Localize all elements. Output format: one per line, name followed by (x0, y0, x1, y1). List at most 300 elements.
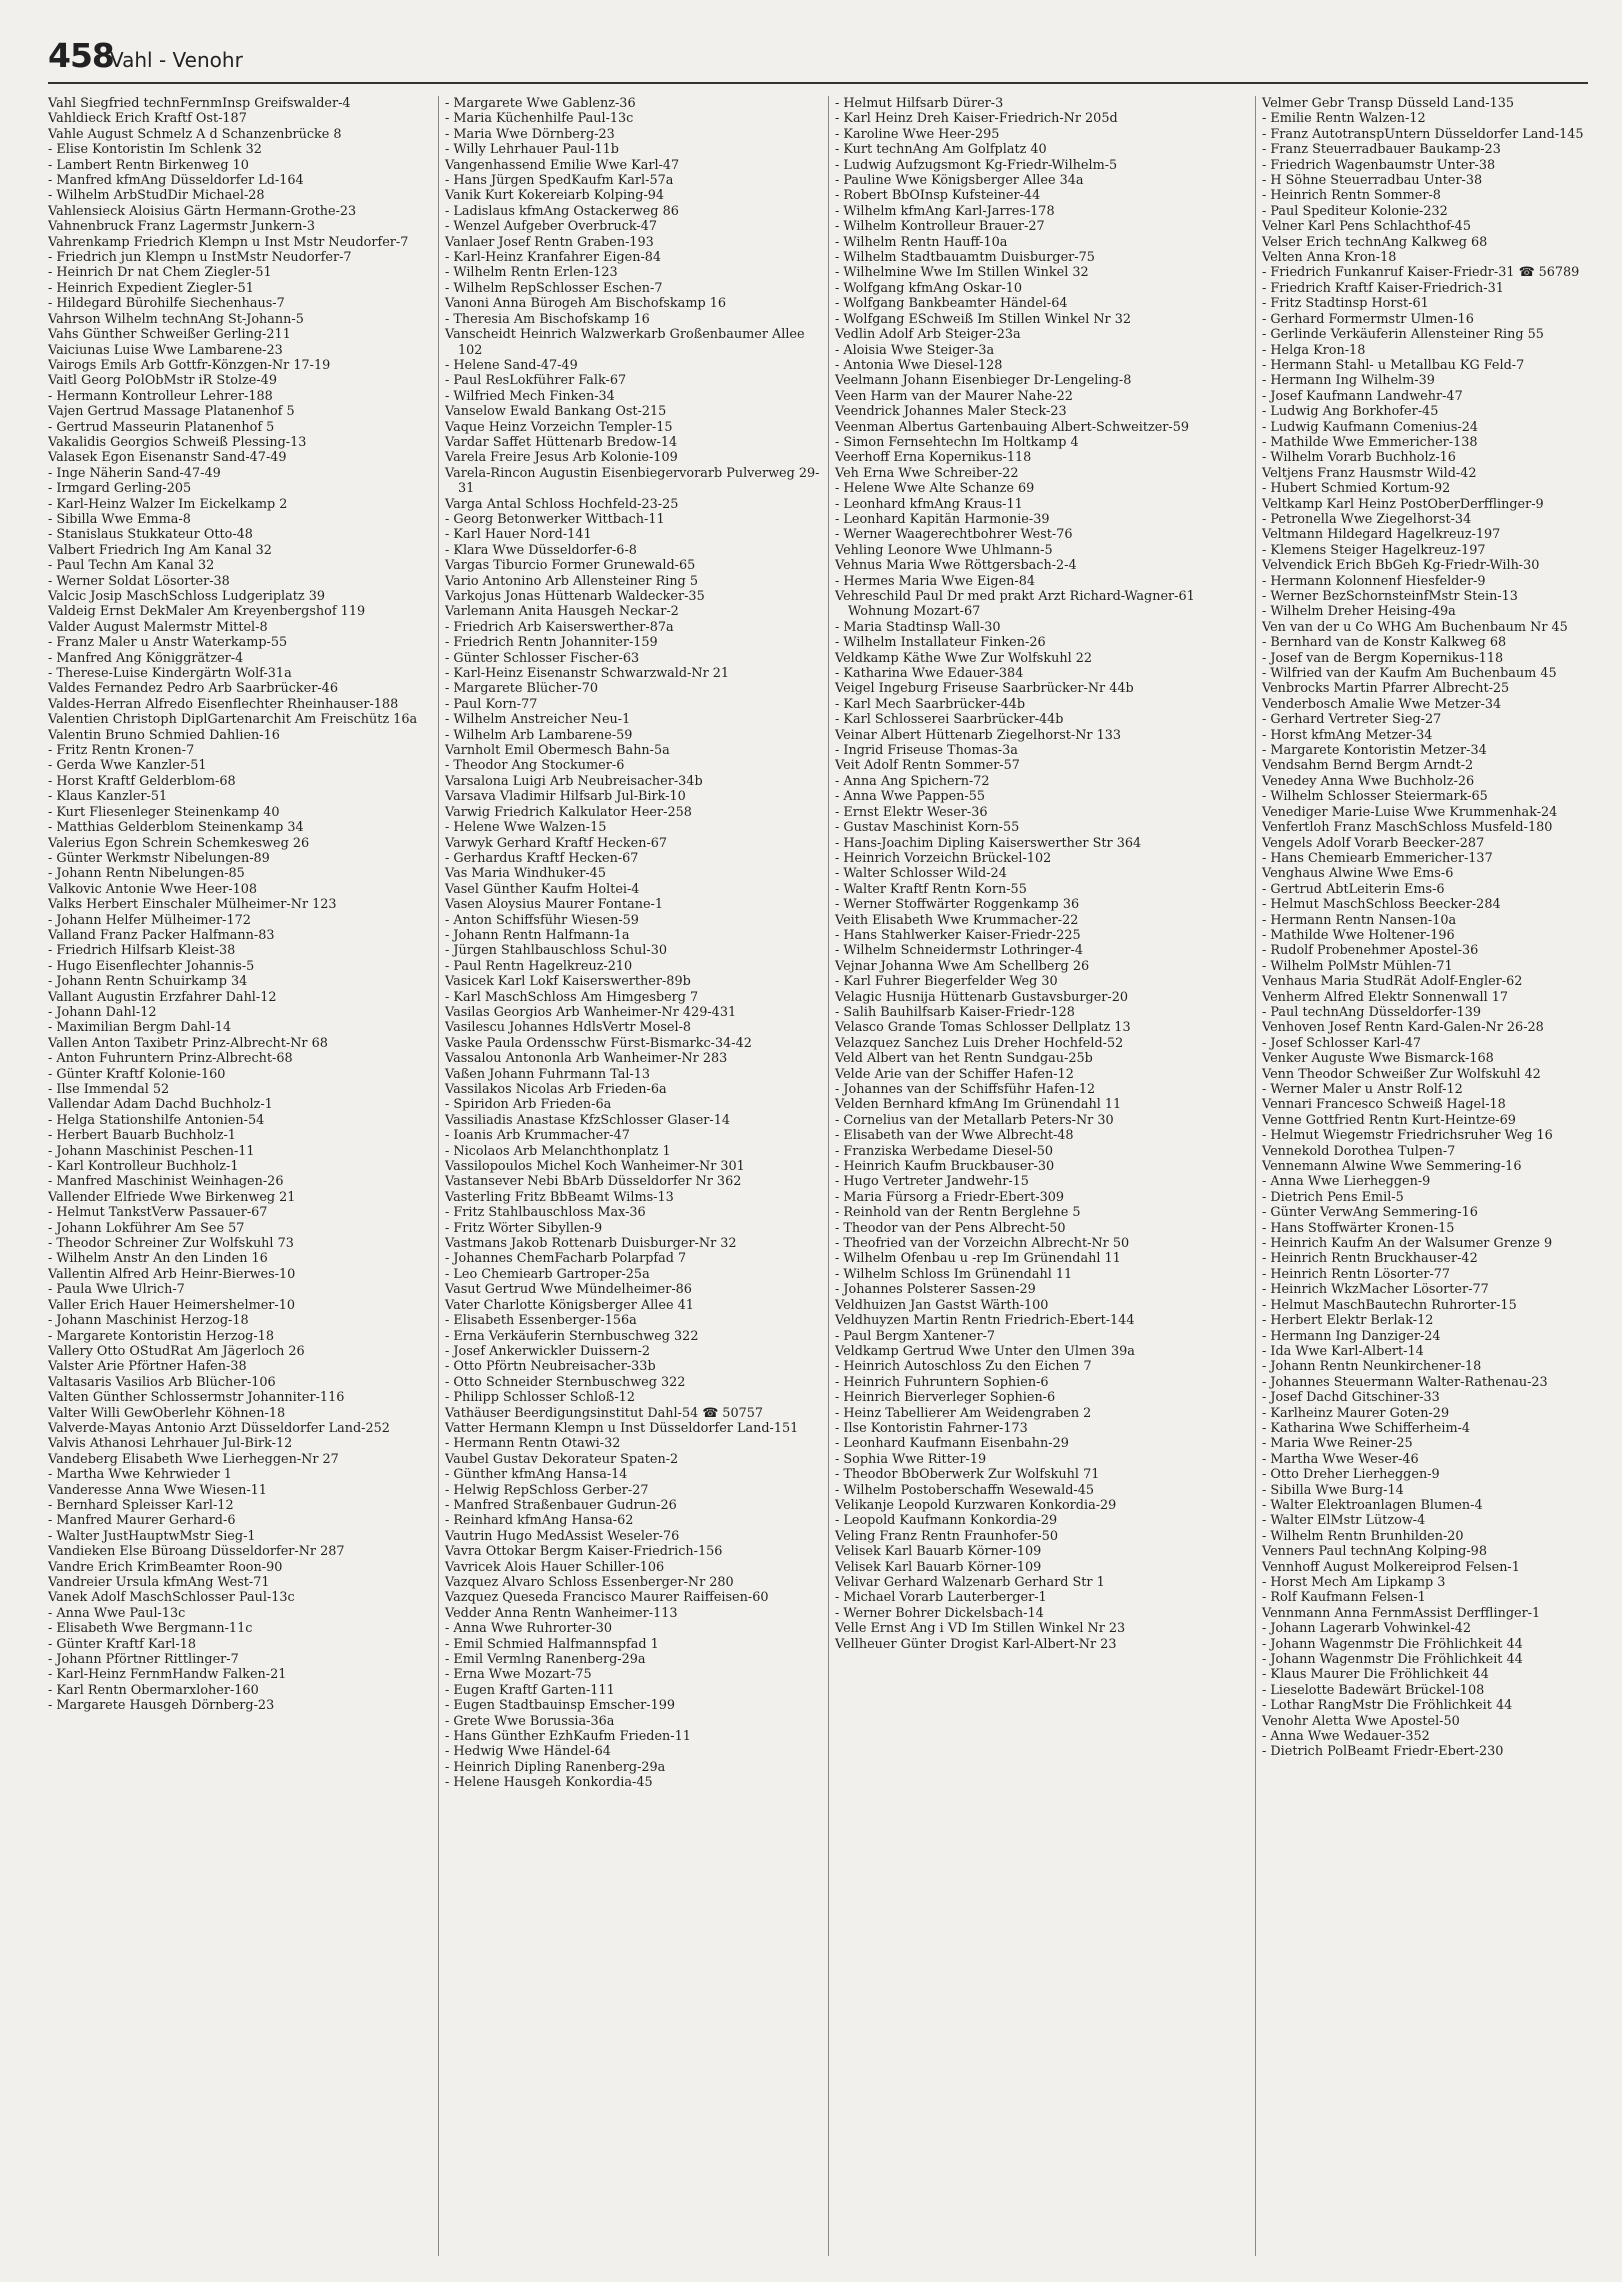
directory-entry: Vasel Günther Kaufm Holtei-4 (445, 881, 640, 897)
directory-entry: - Georg Betonwerker Wittbach-11 (445, 511, 665, 527)
directory-entry: Vallender Elfriede Wwe Birkenweg 21 (48, 1189, 296, 1205)
directory-entry: - Ludwig Ang Borkhofer-45 (1262, 404, 1439, 420)
directory-entry: - Bernhard van de Konstr Kalkweg 68 (1262, 635, 1507, 651)
directory-entry: Vehreschild Paul Dr med prakt Arzt Richard-Wagner-61 Wohnung Mozart-67 (835, 589, 1195, 620)
directory-entry: - Günter Kraftf Karl-18 (48, 1636, 196, 1652)
directory-entry: - Horst Mech Am Lipkamp 3 (1262, 1575, 1446, 1590)
directory-entry: - Gertrud Masseurin Platanenhof 5 (48, 419, 275, 435)
directory-entry: Velikanje Leopold Kurzwaren Konkordia-29 (835, 1497, 1117, 1513)
directory-entry: Vavra Ottokar Bergm Kaiser-Friedrich-156 (445, 1544, 723, 1560)
directory-entry: - Salih Bauhilfsarb Kaiser-Friedr-128 (835, 1004, 1075, 1020)
directory-entry: Vajen Gertrud Massage Platanenhof 5 (48, 404, 295, 420)
directory-entry: Vario Antonino Arb Allensteiner Ring 5 (445, 573, 698, 589)
directory-entry: Vanoni Anna Bürogeh Am Bischofskamp 16 (445, 296, 726, 312)
directory-entry: - Wilfried Mech Finken-34 (445, 388, 615, 404)
directory-entry: - Günter VerwAng Semmering-16 (1262, 1205, 1478, 1221)
directory-entry: - Fritz Rentn Kronen-7 (48, 743, 195, 759)
directory-entry: Veit Adolf Rentn Sommer-57 (835, 758, 1020, 774)
directory-entry: - Margarete Wwe Gablenz-36 (445, 96, 636, 111)
directory-entry: - Wilhelm Schloss Im Grünendahl 11 (835, 1266, 1073, 1282)
directory-entry: - Heinrich Vorzeichn Brückel-102 (835, 850, 1052, 866)
directory-entry: - Wilhelm PolMstr Mühlen-71 (1262, 958, 1453, 974)
directory-entry: Veling Franz Rentn Fraunhofer-50 (835, 1528, 1058, 1544)
directory-entry: - Klaus Kanzler-51 (48, 789, 168, 805)
directory-columns (48, 96, 1593, 2256)
directory-entry: - Klemens Steiger Hagelkreuz-197 (1262, 542, 1486, 558)
directory-entry: - Walter Kraftf Rentn Korn-55 (835, 881, 1027, 897)
directory-entry: - Petronella Wwe Ziegelhorst-34 (1262, 511, 1472, 527)
directory-entry: - Lieselotte Badewärt Brückel-108 (1262, 1682, 1485, 1698)
directory-entry: - Leopold Kaufmann Konkordia-29 (835, 1513, 1058, 1529)
directory-entry: Valbert Friedrich Ing Am Kanal 32 (48, 542, 272, 558)
directory-entry: Vasen Aloysius Maurer Fontane-1 (445, 897, 663, 913)
directory-entry: Vennmann Anna FernmAssist Derfflinger-1 (1262, 1605, 1541, 1621)
directory-entry: Vakalidis Georgios Schweiß Plessing-13 (48, 434, 307, 450)
directory-entry: - Wilhelm Vorarb Buchholz-16 (1262, 450, 1456, 466)
directory-entry: - Gerlinde Verkäuferin Allensteiner Ring 55 (1262, 327, 1544, 343)
directory-entry: - Wilhelm Stadtbauamtm Duisburger-75 (835, 250, 1095, 266)
directory-entry: Valerius Egon Schrein Schemkesweg 26 (48, 835, 310, 851)
directory-entry: - Eugen Kraftf Garten-111 (445, 1682, 615, 1698)
directory-entry: Vallant Augustin Erzfahrer Dahl-12 (48, 989, 277, 1005)
directory-entry: - Kurt Fliesenleger Steinenkamp 40 (48, 804, 280, 820)
directory-entry: - Walter ElMstr Lützow-4 (1262, 1513, 1426, 1529)
directory-entry: Vennemann Alwine Wwe Semmering-16 (1262, 1159, 1522, 1175)
directory-entry: - Elisabeth Essenberger-156a (445, 1313, 637, 1329)
directory-entry: - Theresia Am Bischofskamp 16 (445, 311, 650, 327)
directory-entry: Vahldieck Erich Kraftf Ost-187 (48, 111, 247, 127)
directory-entry: - Wilhelm Installateur Finken-26 (835, 635, 1046, 651)
directory-entry: - Leo Chemiearb Gartroper-25a (445, 1266, 650, 1282)
directory-entry: - Klara Wwe Düsseldorfer-6-8 (445, 542, 637, 558)
directory-entry: - Hugo Eisenflechter Johannis-5 (48, 958, 255, 974)
directory-entry: Varga Antal Schloss Hochfeld-23-25 (445, 496, 679, 512)
directory-entry: Venhaus Maria StudRät Adolf-Engler-62 (1262, 974, 1523, 990)
directory-entry: - Günter Werkmstr Nibelungen-89 (48, 850, 270, 866)
directory-entry: - Kurt technAng Am Golfplatz 40 (835, 142, 1047, 158)
directory-entry: Vanselow Ewald Bankang Ost-215 (445, 404, 667, 420)
directory-entry: - Maria Stadtinsp Wall-30 (835, 619, 1001, 635)
directory-entry: Veen Harm van der Maurer Nahe-22 (835, 388, 1073, 404)
directory-entry: Venohr Aletta Wwe Apostel-50 (1262, 1713, 1460, 1729)
directory-entry: - Katharina Wwe Schifferheim-4 (1262, 1420, 1471, 1436)
directory-entry: Venderbosch Amalie Wwe Metzer-34 (1262, 696, 1502, 712)
directory-entry: - Emil Schmied Halfmannspfad 1 (445, 1636, 659, 1652)
directory-entry: - Friedrich Rentn Johanniter-159 (445, 635, 658, 651)
directory-entry: - Emilie Rentn Walzen-12 (1262, 111, 1426, 127)
directory-entry: Veltmann Hildegard Hagelkreuz-197 (1262, 527, 1501, 543)
directory-entry: - Helmut MaschSchloss Beecker-284 (1262, 897, 1501, 913)
directory-entry: Venedey Anna Wwe Buchholz-26 (1262, 773, 1475, 789)
directory-entry: Vardar Saffet Hüttenarb Bredow-14 (445, 434, 678, 450)
directory-entry: - Franziska Werbedame Diesel-50 (835, 1143, 1054, 1159)
directory-entry: Valkovic Antonie Wwe Heer-108 (48, 881, 258, 897)
directory-entry: - Reinhold van der Rentn Berglehne 5 (835, 1205, 1081, 1221)
directory-entry: - Herbert Elektr Berlak-12 (1262, 1313, 1434, 1329)
directory-entry: - Helene Wwe Walzen-15 (445, 820, 607, 836)
directory-entry: Vaske Paula Ordensschw Fürst-Bismarkc-34-42 (445, 1035, 752, 1051)
directory-entry: - Helmut Wiegemstr Friedrichsruher Weg 16 (1262, 1128, 1553, 1144)
directory-entry: Vasicek Karl Lokf Kaiserswerther-89b (445, 974, 691, 990)
directory-entry: - Theodor Ang Stockumer-6 (445, 758, 625, 774)
directory-entry: - Hans Stahlwerker Kaiser-Friedr-225 (835, 927, 1081, 943)
directory-entry: Vallery Otto OStudRat Am Jägerloch 26 (48, 1343, 305, 1359)
directory-entry: - Wilhelm Anstr An den Linden 16 (48, 1251, 268, 1267)
directory-entry: - Ludwig Aufzugsmont Kg-Friedr-Wilhelm-5 (835, 157, 1118, 173)
directory-entry: Vazquez Queseda Francisco Maurer Raiffeisen-60 (445, 1590, 769, 1606)
directory-entry: - Hermann Rentn Otawi-32 (445, 1436, 621, 1452)
directory-entry: - Paula Wwe Ulrich-7 (48, 1282, 185, 1298)
directory-entry: Venfertloh Franz MaschSchloss Musfeld-180 (1262, 820, 1553, 836)
directory-entry: Vanderesse Anna Wwe Wiesen-11 (48, 1482, 267, 1498)
directory-entry: - Paul ResLokführer Falk-67 (445, 373, 627, 389)
directory-entry: Varela Freire Jesus Arb Kolonie-109 (445, 450, 678, 466)
directory-entry: - Wenzel Aufgeber Overbruck-47 (445, 219, 657, 235)
directory-entry: - Heinrich Dipling Ranenberg-29a (445, 1759, 666, 1775)
directory-entry: Venners Paul technAng Kolping-98 (1262, 1544, 1487, 1560)
directory-entry: Veerhoff Erna Kopernikus-118 (835, 450, 1032, 466)
directory-entry: - Anna Wwe Paul-13c (48, 1605, 186, 1621)
directory-entry: - Helmut Hilfsarb Dürer-3 (835, 96, 1004, 111)
directory-entry: - Heinrich Rentn Bruckhauser-42 (1262, 1251, 1478, 1267)
directory-entry: - Hans Günther EzhKaufm Frieden-11 (445, 1729, 691, 1745)
directory-entry: - Mathilde Wwe Emmericher-138 (1262, 434, 1478, 450)
directory-entry: - Werner Stoffwärter Roggenkamp 36 (835, 897, 1080, 913)
directory-entry: - Margarete Blücher-70 (445, 681, 598, 697)
directory-entry: Vehnus Maria Wwe Röttgersbach-2-4 (835, 558, 1077, 574)
page-number: 458 (48, 36, 114, 75)
directory-entry: - Aloisia Wwe Steiger-3a (835, 342, 995, 358)
directory-entry: Vahl Siegfried technFernmInsp Greifswalder-4 (48, 96, 351, 111)
directory-entry: Vangenhassend Emilie Wwe Karl-47 (445, 157, 680, 173)
directory-entry: - Cornelius van der Metallarb Peters-Nr 30 (835, 1112, 1114, 1128)
directory-entry: Vahs Günther Schweißer Gerling-211 (48, 327, 291, 343)
directory-entry: - Karl Schlosserei Saarbrücker-44b (835, 712, 1064, 728)
directory-entry: Vastmans Jakob Rottenarb Duisburger-Nr 32 (445, 1236, 737, 1252)
directory-entry: - Karl Hauer Nord-141 (445, 527, 592, 543)
directory-entry: - Horst kfmAng Metzer-34 (1262, 727, 1433, 743)
directory-entry: - Karl-Heinz Eisenanstr Schwarzwald-Nr 21 (445, 666, 730, 682)
directory-entry: - Werner BezSchornsteinfMstr Stein-13 (1262, 589, 1518, 604)
directory-entry: Velisek Karl Bauarb Körner-109 (835, 1544, 1042, 1560)
directory-entry: Valten Günther Schlossermstr Johanniter-116 (48, 1390, 345, 1406)
directory-entry: - Philipp Schlosser Schloß-12 (445, 1390, 635, 1406)
directory-entry: Vaßen Johann Fuhrmann Tal-13 (445, 1066, 651, 1082)
directory-entry: Valasek Egon Eisenanstr Sand-47-49 (48, 450, 287, 466)
directory-entry: Valdeig Ernst DekMaler Am Kreyenbergshof 119 (48, 604, 366, 620)
directory-entry: Valler Erich Hauer Heimershelmer-10 (48, 1297, 296, 1313)
directory-entry: - Karoline Wwe Heer-295 (835, 126, 1000, 142)
directory-entry: - Friedrich Funkanruf Kaiser-Friedr-31 ☎ 56789 (1262, 265, 1580, 281)
directory-entry: Valcic Josip MaschSchloss Ludgeriplatz 39 (48, 589, 325, 604)
directory-entry: - Hildegard Bürohilfe Siechenhaus-7 (48, 296, 285, 312)
directory-entry: Veh Erna Wwe Schreiber-22 (835, 465, 1019, 481)
directory-entry: - Maria Wwe Reiner-25 (1262, 1436, 1413, 1452)
directory-entry: Velivar Gerhard Walzenarb Gerhard Str 1 (835, 1575, 1105, 1590)
directory-entry: - Wilhelm Rentn Erlen-123 (445, 265, 618, 281)
directory-entry: Velden Bernhard kfmAng Im Grünendahl 11 (835, 1097, 1122, 1113)
directory-entry: - Wilhelm Ofenbau u -rep Im Grünendahl 11 (835, 1251, 1121, 1267)
directory-entry: - Walter JustHauptwMstr Sieg-1 (48, 1528, 256, 1544)
directory-entry: Valverde-Mayas Antonio Arzt Düsseldorfer Land-252 (48, 1420, 390, 1436)
directory-entry: - Fritz Stahlbauschloss Max-36 (445, 1205, 646, 1221)
directory-entry: Vendsahm Bernd Bergm Arndt-2 (1262, 758, 1474, 774)
directory-entry: - Josef Kaufmann Landwehr-47 (1262, 388, 1463, 404)
directory-entry: - Werner Waagerechtbohrer West-76 (835, 527, 1073, 543)
directory-entry: - Hermann Kontrolleur Lehrer-188 (48, 388, 273, 404)
directory-entry: Valdes-Herran Alfredo Eisenflechter Rheinhauser-188 (48, 696, 399, 712)
directory-entry: - Elisabeth van der Wwe Albrecht-48 (835, 1128, 1074, 1144)
directory-entry: Velten Anna Kron-18 (1262, 250, 1397, 266)
directory-entry: - Franz AutotranspUntern Düsseldorfer Land-145 (1262, 126, 1584, 142)
directory-entry: Veelmann Johann Eisenbieger Dr-Lengeling-8 (835, 373, 1132, 389)
directory-entry: Velner Karl Pens Schlachthof-45 (1262, 219, 1471, 235)
directory-entry: - Paul Spediteur Kolonie-232 (1262, 203, 1448, 219)
directory-entry: Vandieken Else Büroang Düsseldorfer-Nr 287 (48, 1544, 345, 1560)
directory-entry: - Ida Wwe Karl-Albert-14 (1262, 1343, 1424, 1359)
directory-entry: - Helmut TankstVerw Passauer-67 (48, 1205, 268, 1221)
directory-entry: - Johann Helfer Mülheimer-172 (48, 912, 251, 928)
directory-entry: - Gerhardus Kraftf Hecken-67 (445, 850, 639, 866)
directory-entry: - Karl-Heinz Walzer Im Eickelkamp 2 (48, 496, 288, 512)
directory-entry: - Heinrich Fuhruntern Sophien-6 (835, 1374, 1049, 1390)
directory-entry: - Otto Schneider Sternbuschweg 322 (445, 1374, 686, 1390)
directory-entry: Vaiciunas Luise Wwe Lambarene-23 (48, 342, 283, 358)
directory-entry: - Johann Rentn Halfmann-1a (445, 927, 630, 943)
directory-entry: - Wilhelm Arb Lambarene-59 (445, 727, 633, 743)
directory-entry: - Wilhelm Kontrolleur Brauer-27 (835, 219, 1045, 235)
directory-entry: Veendrick Johannes Maler Steck-23 (835, 404, 1067, 420)
directory-entry: Veltkamp Karl Heinz PostOberDerfflinger-9 (1262, 496, 1544, 512)
page-range-heading: Vahl - Venohr (110, 48, 243, 72)
directory-entry: - Sophia Wwe Ritter-19 (835, 1451, 987, 1467)
directory-entry: - Katharina Wwe Edauer-384 (835, 666, 1024, 682)
directory-entry: - Johannes van der Schiffsführ Hafen-12 (835, 1082, 1096, 1097)
directory-entry: - Ingrid Friseuse Thomas-3a (835, 743, 1018, 759)
directory-entry: - Jürgen Stahlbauschloss Schul-30 (445, 943, 667, 959)
directory-entry: - Günter Schlosser Fischer-63 (445, 650, 640, 666)
directory-entry: Valter Willi GewOberlehr Köhnen-18 (48, 1405, 286, 1421)
directory-entry: - Johann Dahl-12 (48, 1004, 157, 1020)
directory-entry: - Horst Kraftf Gelderblom-68 (48, 773, 236, 789)
directory-entry: - Johann Pförtner Rittlinger-7 (48, 1652, 239, 1668)
directory-entry: - Hans-Joachim Dipling Kaiserswerther Str 364 (835, 835, 1142, 851)
directory-entry: Varwyk Gerhard Kraftf Hecken-67 (445, 835, 668, 851)
directory-entry: Veith Elisabeth Wwe Krummacher-22 (835, 912, 1079, 928)
directory-entry: Varnholt Emil Obermesch Bahn-5a (445, 743, 670, 759)
directory-entry: Vahrson Wilhelm technAng St-Johann-5 (48, 311, 304, 327)
directory-entry: Valvis Athanosi Lehrhauer Jul-Birk-12 (48, 1436, 293, 1452)
directory-entry: - Helmut MaschBautechn Ruhrorter-15 (1262, 1297, 1517, 1313)
directory-entry: - Karl-Heinz Kranfahrer Eigen-84 (445, 250, 662, 266)
directory-entry: - Nicolaos Arb Melanchthonplatz 1 (445, 1143, 671, 1159)
directory-entry: Vanlaer Josef Rentn Graben-193 (445, 234, 654, 250)
directory-entry: - Walter Elektroanlagen Blumen-4 (1262, 1497, 1483, 1513)
directory-entry: - Hubert Schmied Kortum-92 (1262, 481, 1451, 497)
directory-entry: - Erna Verkäuferin Sternbuschweg 322 (445, 1328, 699, 1344)
directory-entry: - Hermes Maria Wwe Eigen-84 (835, 573, 1036, 589)
directory-entry: - Rudolf Probenehmer Apostel-36 (1262, 943, 1479, 959)
directory-entry: Vassilopoulos Michel Koch Wanheimer-Nr 301 (445, 1159, 745, 1175)
directory-entry: Ven van der u Co WHG Am Buchenbaum Nr 45 (1262, 619, 1568, 635)
directory-entry: - Wilfried van der Kaufm Am Buchenbaum 45 (1262, 666, 1557, 682)
directory-entry: Vautrin Hugo MedAssist Weseler-76 (445, 1528, 680, 1544)
directory-entry: - Werner Maler u Anstr Rolf-12 (1262, 1082, 1463, 1097)
directory-entry: - Dietrich Pens Emil-5 (1262, 1189, 1404, 1205)
directory-entry: - Maximilian Bergm Dahl-14 (48, 1020, 232, 1036)
directory-entry: Vahle August Schmelz A d Schanzenbrücke 8 (48, 126, 342, 142)
directory-entry: - Wilhelm ArbStudDir Michael-28 (48, 188, 265, 204)
directory-entry: - Herbert Bauarb Buchholz-1 (48, 1128, 236, 1144)
directory-entry: - Bernhard Spleisser Karl-12 (48, 1497, 234, 1513)
directory-entry: - Michael Vorarb Lauterberger-1 (835, 1590, 1047, 1606)
directory-entry: - Werner Soldat Lösorter-38 (48, 573, 230, 589)
directory-entry: - H Söhne Steuerradbau Unter-38 (1262, 173, 1483, 189)
directory-entry: - Otto Pförtn Neubreisacher-33b (445, 1359, 656, 1375)
directory-entry: - Wilhelm Schneidermstr Lothringer-4 (835, 943, 1083, 959)
directory-entry: - Hermann Ing Danziger-24 (1262, 1328, 1441, 1344)
directory-entry: - Manfred Ang Königgrätzer-4 (48, 650, 244, 666)
directory-entry: - Theodor van der Pens Albrecht-50 (835, 1220, 1066, 1236)
directory-entry: - Friedrich Hilfsarb Kleist-38 (48, 943, 236, 959)
directory-entry: - Anna Wwe Wedauer-352 (1262, 1729, 1430, 1745)
directory-entry: Valder August Malermstr Mittel-8 (48, 619, 268, 635)
directory-entry: Vas Maria Windhuker-45 (445, 866, 606, 882)
directory-entry: - Ilse Immendal 52 (48, 1082, 170, 1097)
directory-entry: Vassilakos Nicolas Arb Frieden-6a (445, 1082, 667, 1097)
directory-entry: Vennhoff August Molkereiprod Felsen-1 (1262, 1559, 1520, 1575)
directory-entry: Venhoven Josef Rentn Kard-Galen-Nr 26-28 (1262, 1020, 1544, 1036)
directory-entry: Vazquez Alvaro Schloss Essenberger-Nr 280 (445, 1575, 734, 1590)
directory-entry: Veld Albert van het Rentn Sundgau-25b (835, 1051, 1093, 1067)
directory-entry: - Heinz Tabellierer Am Weidengraben 2 (835, 1405, 1092, 1421)
directory-entry: - Irmgard Gerling-205 (48, 481, 192, 497)
directory-entry: Venghaus Alwine Wwe Ems-6 (1262, 866, 1454, 882)
directory-entry: - Johann Rentn Neunkirchener-18 (1262, 1359, 1482, 1375)
directory-entry: - Leonhard kfmAng Kraus-11 (835, 496, 1023, 512)
directory-entry: - Heinrich Rentn Sommer-8 (1262, 188, 1441, 204)
directory-entry: Vahnenbruck Franz Lagermstr Junkern-3 (48, 219, 316, 235)
directory-entry: - Reinhard kfmAng Hansa-62 (445, 1513, 634, 1529)
directory-entry: - Heinrich Kaufm Bruckbauser-30 (835, 1159, 1055, 1175)
directory-entry: - Sibilla Wwe Burg-14 (1262, 1482, 1404, 1498)
directory-entry: Vasilas Georgios Arb Wanheimer-Nr 429-431 (445, 1004, 737, 1020)
directory-entry: - Heinrich Autoschloss Zu den Eichen 7 (835, 1359, 1092, 1375)
directory-entry: Vanik Kurt Kokereiarb Kolping-94 (445, 188, 665, 204)
directory-entry: Velmer Gebr Transp Düsseld Land-135 (1262, 96, 1515, 111)
directory-entry: - Margarete Kontoristin Herzog-18 (48, 1328, 274, 1344)
directory-entry: Vallen Anton Taxibetr Prinz-Albrecht-Nr 68 (48, 1035, 328, 1051)
directory-entry: - Ioanis Arb Krummacher-47 (445, 1128, 630, 1144)
directory-entry: - Friedrich Kraftf Kaiser-Friedrich-31 (1262, 280, 1504, 296)
directory-entry: Veldkamp Käthe Wwe Zur Wolfskuhl 22 (835, 650, 1093, 666)
directory-entry: - Wolfgang kfmAng Oskar-10 (835, 280, 1023, 296)
directory-entry: - Walter Schlosser Wild-24 (835, 866, 1007, 882)
directory-entry: - Wilhelm RepSchlosser Eschen-7 (445, 280, 663, 296)
directory-entry: - Maria Küchenhilfe Paul-13c (445, 111, 634, 127)
directory-entry: Varela-Rincon Augustin Eisenbiegervorarb Pulverweg 29-31 (445, 465, 820, 497)
directory-entry: - Hermann Stahl- u Metallbau KG Feld-7 (1262, 357, 1525, 373)
directory-entry: - Friedrich jun Klempn u InstMstr Neudorfer-7 (48, 250, 352, 266)
directory-entry: - Johann Wagenmstr Die Fröhlichkeit 44 (1262, 1636, 1523, 1652)
directory-entry: - Anton Fuhruntern Prinz-Albrecht-68 (48, 1051, 293, 1067)
directory-entry: - Helene Sand-47-49 (445, 357, 578, 373)
directory-entry: Varkojus Jonas Hüttenarb Waldecker-35 (445, 589, 705, 604)
directory-entry: Vasilescu Johannes HdlsVertr Mosel-8 (445, 1020, 692, 1036)
directory-entry: Vallentin Alfred Arb Heinr-Bierwes-10 (48, 1266, 296, 1282)
directory-entry: - Werner Bohrer Dickelsbach-14 (835, 1605, 1044, 1621)
directory-entry: Vedlin Adolf Arb Steiger-23a (835, 327, 1021, 343)
directory-entry: - Wilhelm Dreher Heising-49a (1262, 604, 1456, 620)
directory-entry: - Karl Kontrolleur Buchholz-1 (48, 1159, 239, 1175)
directory-entry: Vellheuer Günter Drogist Karl-Albert-Nr 23 (835, 1636, 1117, 1652)
directory-entry: Vastansever Nebi BbArb Düsseldorfer Nr 362 (445, 1174, 742, 1190)
directory-entry: - Wilhelm Schlosser Steiermark-65 (1262, 789, 1488, 805)
directory-entry: Vanscheidt Heinrich Walzwerkarb Großenbaumer Allee 102 (445, 327, 805, 358)
directory-entry: - Anna Wwe Pappen-55 (835, 789, 986, 805)
directory-entry: - Pauline Wwe Königsberger Allee 34a (835, 173, 1084, 189)
directory-entry: Varlemann Anita Hausgeh Neckar-2 (445, 604, 679, 620)
directory-entry: Vandeberg Elisabeth Wwe Lierheggen-Nr 27 (48, 1451, 339, 1467)
directory-entry: Vengels Adolf Vorarb Beecker-287 (1262, 835, 1485, 851)
directory-entry: - Theofried van der Vorzeichn Albrecht-Nr 50 (835, 1236, 1130, 1252)
directory-entry: - Paul technAng Düsseldorfer-139 (1262, 1004, 1482, 1020)
directory-entry: - Sibilla Wwe Emma-8 (48, 511, 191, 527)
directory-entry: - Ilse Kontoristin Fahrner-173 (835, 1420, 1028, 1436)
directory-entry: - Gustav Maschinist Korn-55 (835, 820, 1020, 836)
directory-entry: Vargas Tiburcio Former Grunewald-65 (445, 558, 696, 574)
directory-entry: Vahrenkamp Friedrich Klempn u Inst Mstr Neudorfer-7 (48, 234, 409, 250)
directory-entry: - Helwig RepSchloss Gerber-27 (445, 1482, 649, 1498)
directory-entry: Vassiliadis Anastase KfzSchlosser Glaser-14 (445, 1112, 731, 1128)
directory-entry: - Wilhelm Rentn Brunhilden-20 (1262, 1528, 1464, 1544)
directory-entry: Veltjens Franz Hausmstr Wild-42 (1262, 465, 1477, 481)
directory-entry: - Stanislaus Stukkateur Otto-48 (48, 527, 253, 543)
directory-entry: - Gerda Wwe Kanzler-51 (48, 758, 207, 774)
directory-entry: - Anna Wwe Ruhrorter-30 (445, 1621, 613, 1637)
directory-entry: - Leonhard Kaufmann Eisenbahn-29 (835, 1436, 1069, 1452)
directory-entry: - Robert BbOInsp Kufsteiner-44 (835, 188, 1041, 204)
directory-entry: - Wilhelm Rentn Hauff-10a (835, 234, 1008, 250)
directory-entry: Vater Charlotte Königsberger Allee 41 (445, 1297, 694, 1313)
directory-entry: - Erna Wwe Mozart-75 (445, 1667, 592, 1683)
directory-entry: - Lothar RangMstr Die Fröhlichkeit 44 (1262, 1698, 1513, 1714)
directory-entry: - Anton Schiffsführ Wiesen-59 (445, 912, 639, 928)
directory-entry: - Karl Rentn Obermarxloher-160 (48, 1682, 259, 1698)
directory-entry: Velazquez Sanchez Luis Dreher Hochfeld-52 (835, 1035, 1124, 1051)
directory-entry: - Franz Maler u Anstr Waterkamp-55 (48, 635, 288, 651)
directory-entry: Vennekold Dorothea Tulpen-7 (1262, 1143, 1456, 1159)
directory-entry: - Heinrich WkzMacher Lösorter-77 (1262, 1282, 1489, 1298)
directory-entry: - Johann Rentn Schuirkamp 34 (48, 974, 248, 990)
column-1 (48, 96, 426, 2256)
directory-entry: Vedder Anna Rentn Wanheimer-113 (445, 1605, 678, 1621)
directory-entry: - Manfred Straßenbauer Gudrun-26 (445, 1497, 677, 1513)
directory-entry: - Gerhard Formermstr Ulmen-16 (1262, 311, 1474, 327)
directory-entry: - Hermann Kolonnenf Hiesfelder-9 (1262, 573, 1486, 589)
directory-entry: - Anna Wwe Lierheggen-9 (1262, 1174, 1431, 1190)
directory-entry: Vehling Leonore Wwe Uhlmann-5 (835, 542, 1053, 558)
directory-entry: - Matthias Gelderblom Steinenkamp 34 (48, 820, 304, 836)
directory-entry: Velser Erich technAng Kalkweg 68 (1262, 234, 1488, 250)
directory-entry: Venediger Marie-Luise Wwe Krummenhak-24 (1262, 804, 1558, 820)
column-2 (438, 96, 827, 2256)
directory-entry: Velle Ernst Ang i VD Im Stillen Winkel Nr 23 (835, 1621, 1126, 1637)
directory-entry: - Spiridon Arb Frieden-6a (445, 1097, 612, 1113)
directory-entry: Vallendar Adam Dachd Buchholz-1 (48, 1097, 273, 1113)
directory-entry: Venker Auguste Wwe Bismarck-168 (1262, 1051, 1494, 1067)
directory-entry: - Margarete Hausgeh Dörnberg-23 (48, 1698, 275, 1714)
